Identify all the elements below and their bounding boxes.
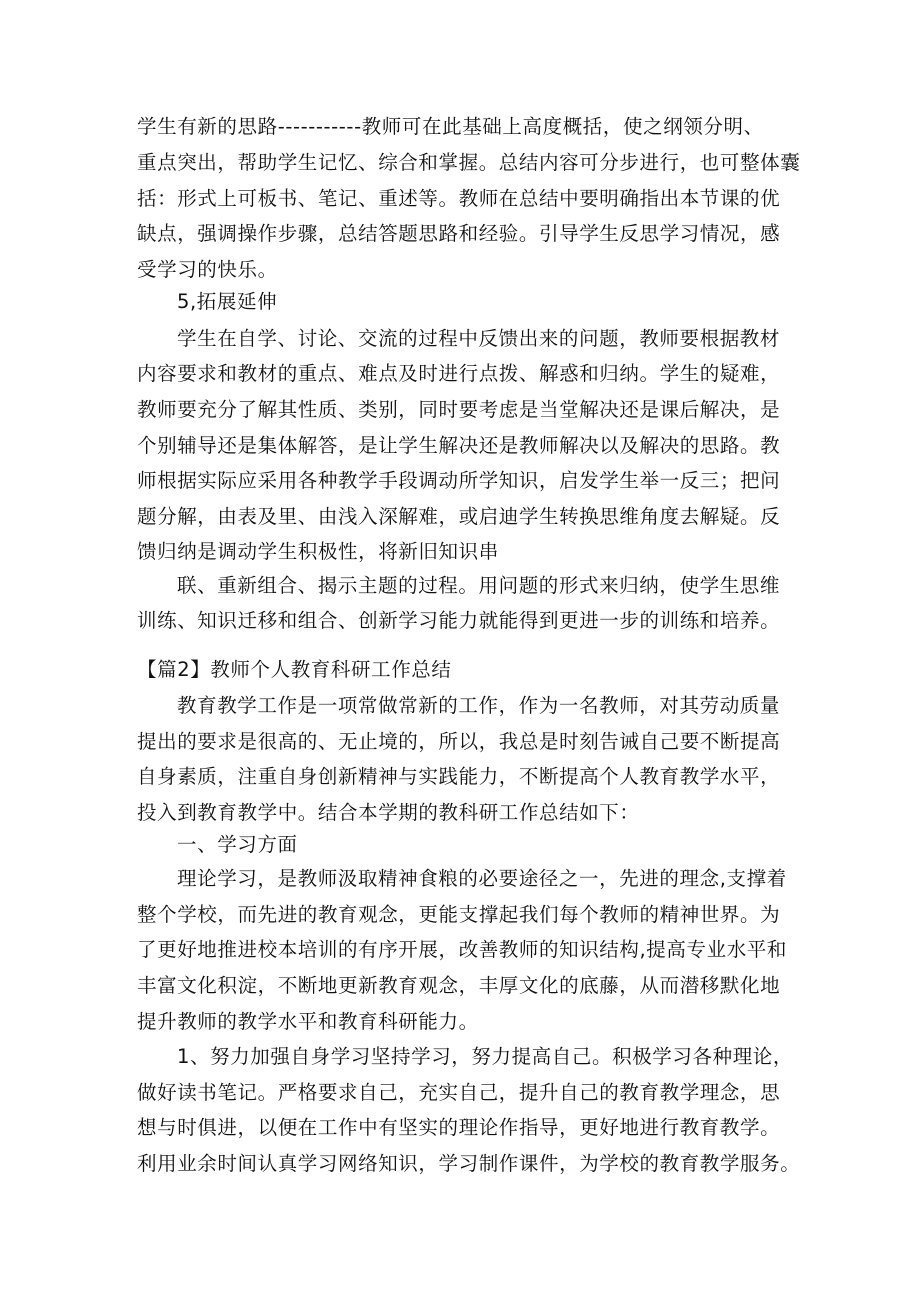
paragraph-line: 题分解，由表及里、由浅入深解难，或启迪学生转换思维角度去解疑。反 (137, 505, 781, 528)
paragraph-line: 学生有新的思路-----------教师可在此基础上高度概括，使之纲领分明、 (137, 115, 764, 138)
article-title: 【篇2】教师个人教育科研工作总结 (137, 658, 452, 681)
paragraph-line: 投入到教育教学中。结合本学期的教科研工作总结如下： (137, 801, 640, 824)
paragraph-line: 丰富文化积淀，不断地更新教育观念，丰厚文化的底藤，从而潜移默化地 (137, 974, 781, 997)
paragraph-line: 提出的要求是很高的、无止境的，所以，我总是时刻告诫自己要不断提高 (137, 730, 781, 753)
paragraph-line: 受学习的快乐。 (137, 258, 278, 281)
paragraph-line: 教育教学工作是一项常做常新的工作，作为一名教师，对其劳动质量 (177, 694, 781, 717)
paragraph-line: 想与时俱进，以便在工作中有坚实的理论作指导，更好地进行教育教学。 (137, 1116, 781, 1139)
paragraph-line: 了更好地推进校本培训的有序开展，改善教师的知识结构,提高专业水平和 (137, 938, 787, 961)
section-heading: 一、学习方面 (177, 833, 298, 856)
paragraph-line: 利用业余时间认真学习网络知识，学习制作课件，为学校的教育教学服务。 (137, 1152, 801, 1175)
paragraph-line: 理论学习，是教师汲取精神食粮的必要途径之一，先进的理念,支撑着 (177, 867, 787, 890)
paragraph-line: 师根据实际应采用各种教学手段调动所学知识，启发学生举一反三；把问 (137, 469, 781, 492)
paragraph-line: 做好读书笔记。严格要求自己，充实自己，提升自己的教育教学理念，思 (137, 1081, 781, 1104)
paragraph-line: 缺点，强调操作步骤，总结答题思路和经验。引导学生反思学习情况，感 (137, 222, 781, 245)
paragraph-line: 括：形式上可板书、笔记、重述等。教师在总结中要明确指出本节课的优 (137, 187, 781, 210)
section-heading: 5,拓展延伸 (177, 290, 278, 313)
paragraph-line: 内容要求和教材的重点、难点及时进行点拨、解惑和归纳。学生的疑难， (137, 362, 781, 385)
paragraph-line: 提升教师的教学水平和教育科研能力。 (137, 1010, 479, 1033)
paragraph-line: 重点突出，帮助学生记忆、综合和掌握。总结内容可分步进行，也可整体囊 (137, 151, 801, 174)
paragraph-line: 1、努力加强自身学习坚持学习，努力提高自己。积极学习各种理论， (177, 1045, 794, 1068)
paragraph-line: 教师要充分了解其性质、类别，同时要考虑是当堂解决还是课后解决，是 (137, 398, 781, 421)
paragraph-line: 自身素质，注重自身创新精神与实践能力，不断提高个人教育教学水平， (137, 765, 781, 788)
paragraph-line: 训练、知识迁移和组合、创新学习能力就能得到更进一步的训练和培养。 (137, 609, 781, 632)
paragraph-line: 学生在自学、讨论、交流的过程中反馈出来的问题，教师要根据教材 (177, 327, 781, 350)
paragraph-line: 联、重新组合、揭示主题的过程。用问题的形式来归纳，使学生思维 (177, 574, 781, 597)
paragraph-line: 整个学校，而先进的教育观念，更能支撑起我们每个教师的精神世界。为 (137, 903, 781, 926)
paragraph-line: 个别辅导还是集体解答，是让学生解决还是教师解决以及解决的思路。教 (137, 434, 781, 457)
paragraph-line: 馈归纳是调动学生积极性，将新旧知识串 (137, 540, 499, 563)
